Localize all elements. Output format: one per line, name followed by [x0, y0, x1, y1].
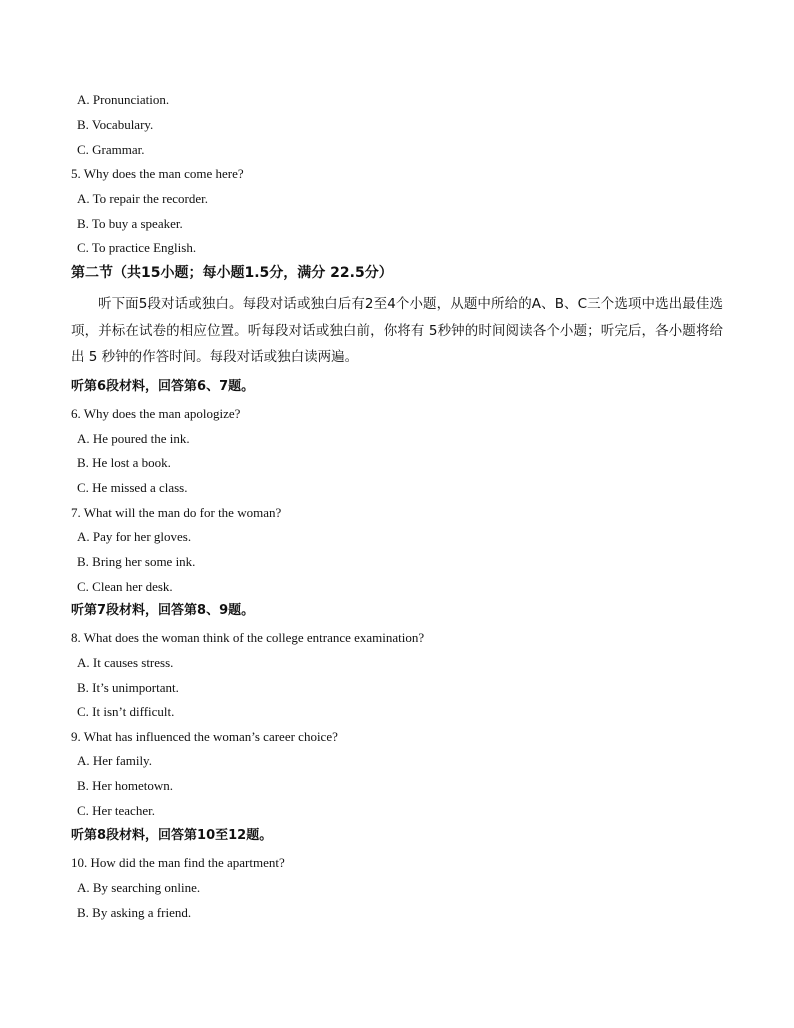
- q6-option-c: C. He missed a class.: [77, 480, 188, 495]
- q9-option-c: C. Her teacher.: [77, 803, 155, 818]
- q4-option-a: A. Pronunciation.: [77, 92, 170, 107]
- q9-option-a: A. Her family.: [77, 753, 152, 768]
- q5-option-c: C. To practice English.: [77, 240, 197, 255]
- material-7-heading: 听第7段材料，回答第8、9题。: [71, 603, 255, 618]
- q10-option-b: B. By asking a friend.: [77, 905, 192, 920]
- section-2-title: 第二节（共15小题；每小题1.5分，满分 22.5分）: [71, 265, 393, 281]
- q4-option-b: B. Vocabulary.: [77, 117, 154, 132]
- q5-option-b: B. To buy a speaker.: [77, 216, 183, 231]
- q7-stem: 7. What will the man do for the woman?: [71, 505, 282, 520]
- q6-option-b: B. He lost a book.: [77, 455, 171, 470]
- q5-option-a: A. To repair the recorder.: [77, 191, 208, 206]
- section-2-instructions: 听下面5段对话或独白。每段对话或独白后有2至4个小题，从题中所给的A、B、C三个选项中选出最佳选项，并标在试卷的相应位置。听每段对话或独白前，你将有 5秒钟的时间阅读各个小题；听完后，各小题将给出 5 秒钟的作答时间。每段对话或独白读两遍。: [71, 296, 723, 365]
- q9-option-b: B. Her hometown.: [77, 778, 174, 793]
- q9-stem: 9. What has influenced the woman’s career choice?: [71, 729, 338, 744]
- q7-option-b: B. Bring her some ink.: [77, 554, 196, 569]
- q10-stem: 10. How did the man find the apartment?: [71, 855, 285, 870]
- q7-option-a: A. Pay for her gloves.: [77, 529, 192, 544]
- q8-option-b: B. It’s unimportant.: [77, 680, 179, 695]
- material-8-heading: 听第8段材料，回答第10至12题。: [71, 828, 273, 843]
- q10-option-a: A. By searching online.: [77, 880, 201, 895]
- q8-stem: 8. What does the woman think of the college entrance examination?: [71, 630, 425, 645]
- q6-option-a: A. He poured the ink.: [77, 431, 190, 446]
- q4-option-c: C. Grammar.: [77, 142, 145, 157]
- q5-stem: 5. Why does the man come here?: [71, 166, 244, 181]
- q8-option-a: A. It causes stress.: [77, 655, 174, 670]
- q8-option-c: C. It isn’t difficult.: [77, 704, 175, 719]
- q7-option-c: C. Clean her desk.: [77, 579, 173, 594]
- material-6-heading: 听第6段材料，回答第6、7题。: [71, 379, 255, 394]
- q6-stem: 6. Why does the man apologize?: [71, 406, 241, 421]
